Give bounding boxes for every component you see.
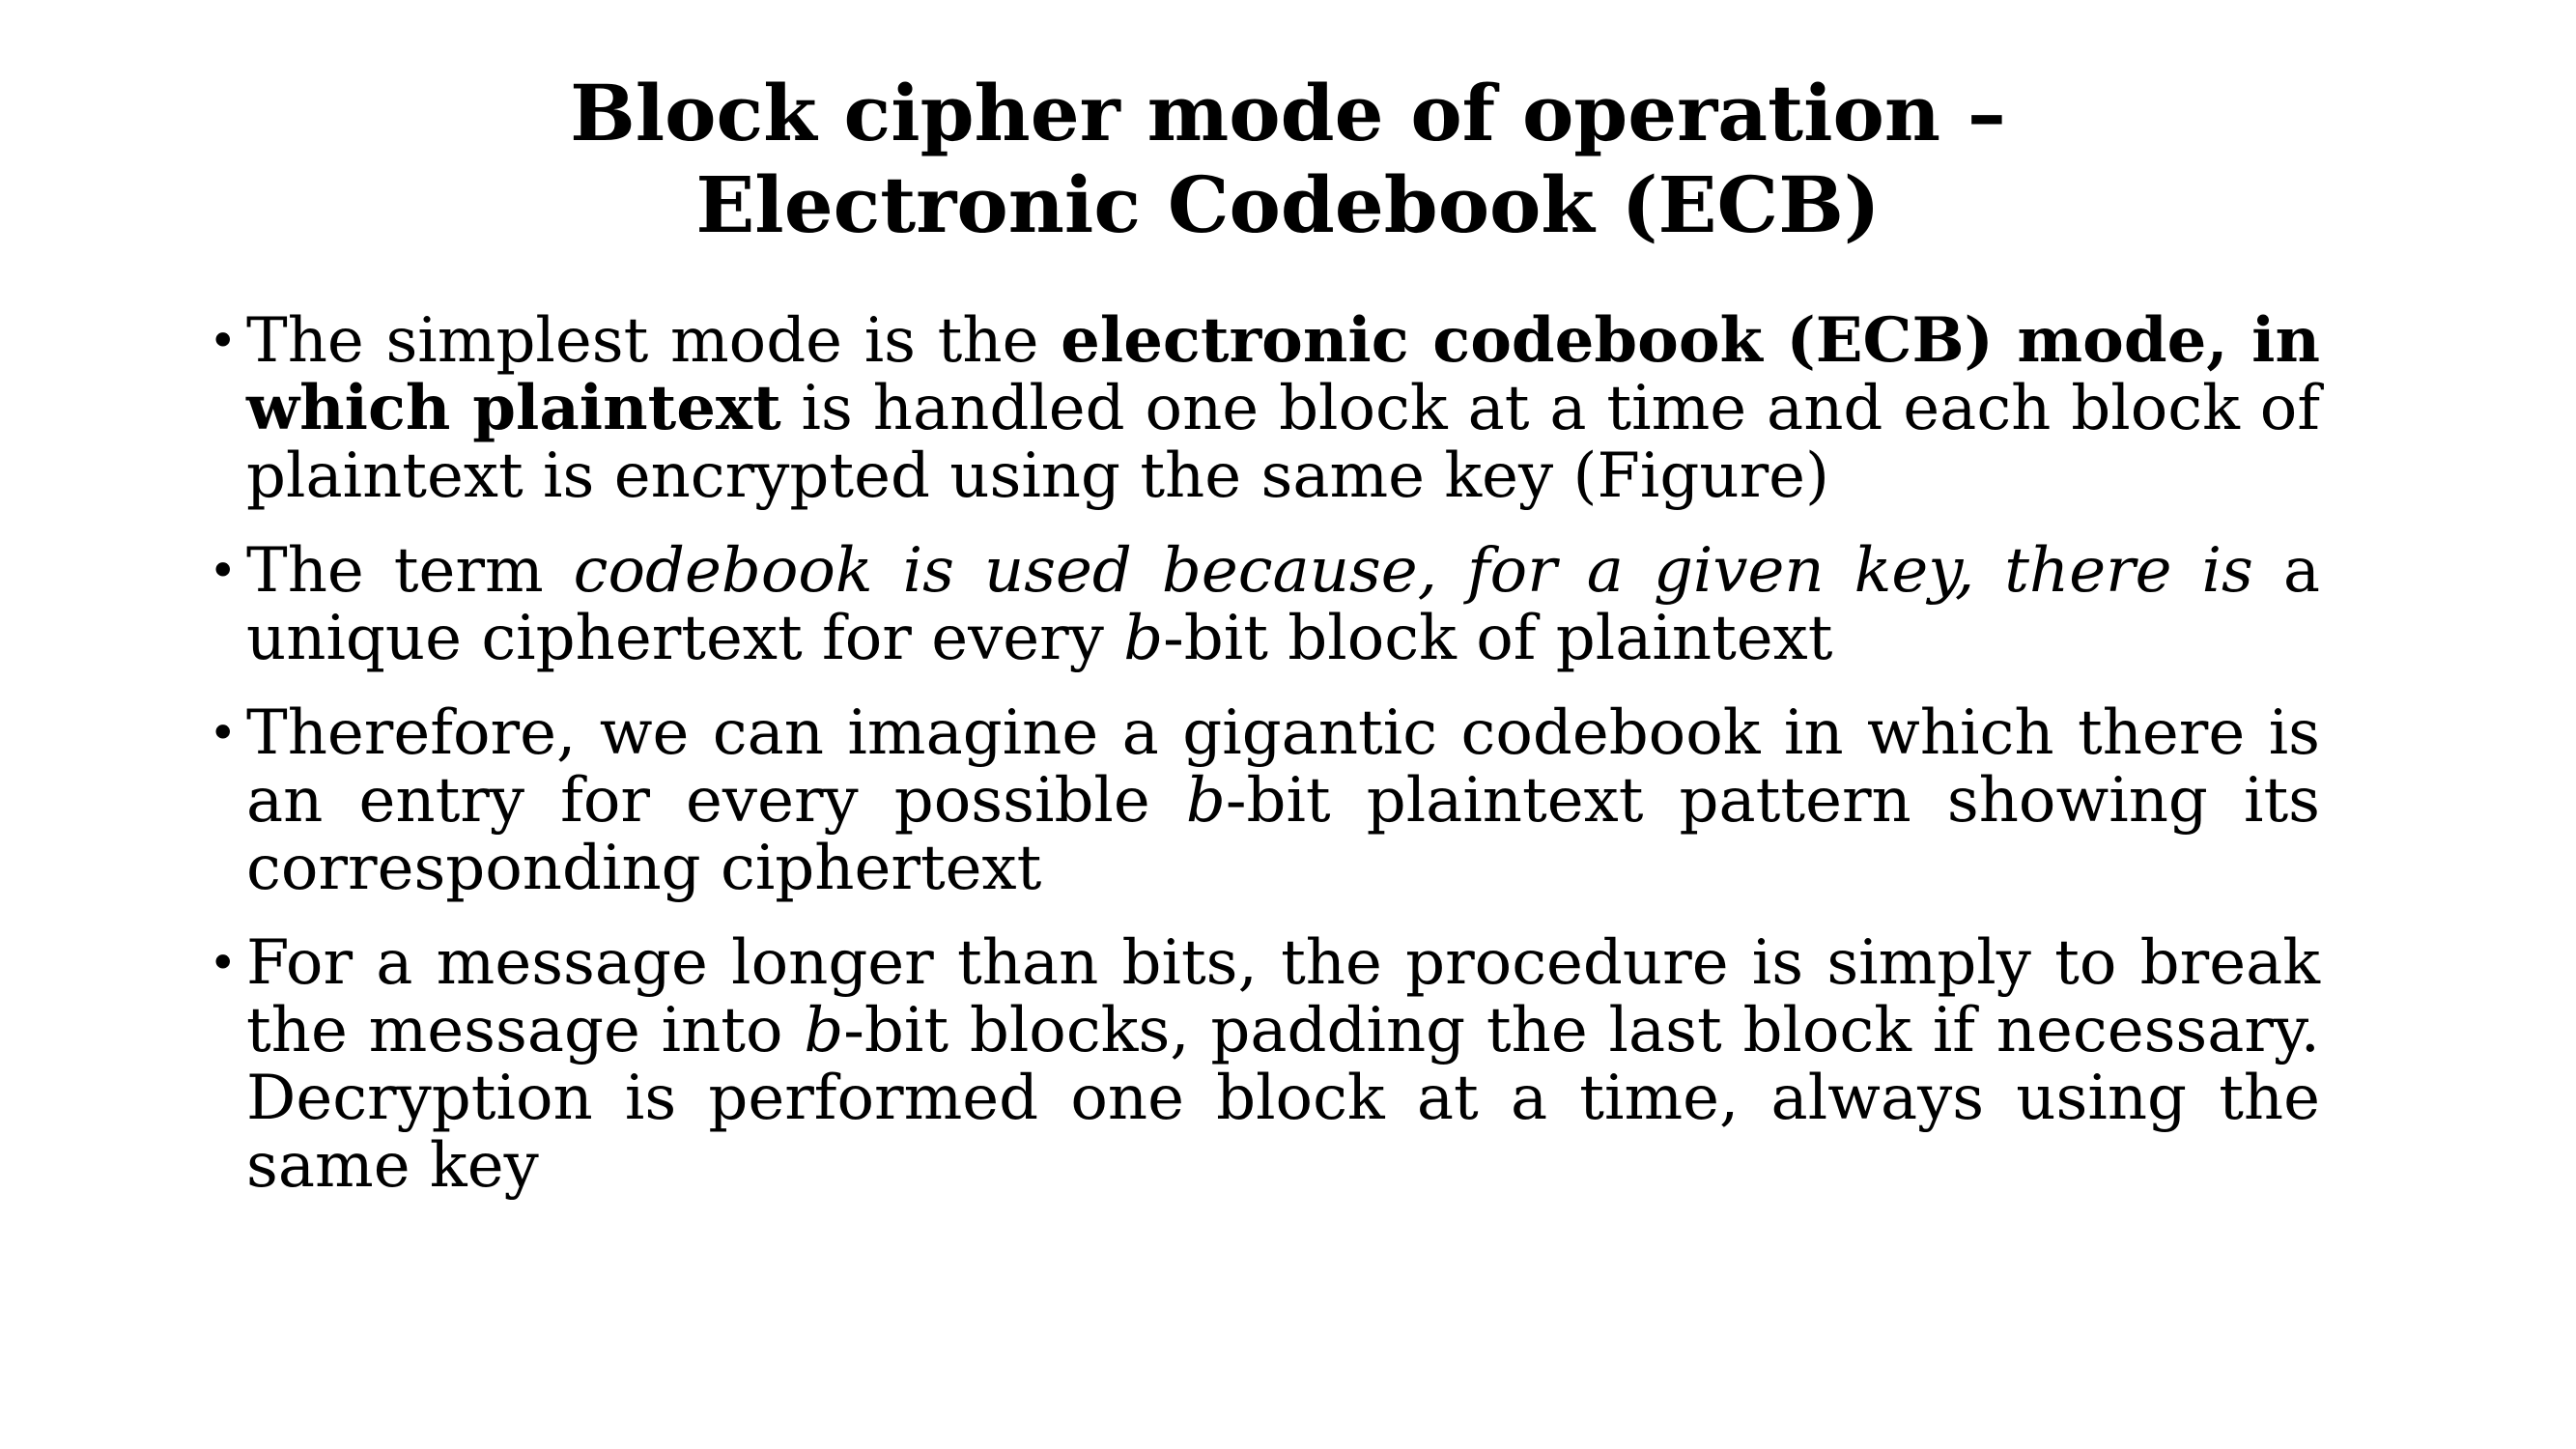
title-line-2: Electronic Codebook (ECB) bbox=[695, 159, 1881, 250]
bullet-4-text-1: For a message longer than bits, the procedure is simply to break the message into bbox=[246, 927, 2320, 1066]
bullet-4-italic-1: b bbox=[804, 995, 844, 1066]
bullet-2-text-2: a unique ciphertext for every bbox=[246, 535, 2321, 674]
bullet-icon: • bbox=[209, 705, 238, 761]
bullet-3-text-2: -bit plaintext pattern showing its corresponding ciphertext bbox=[246, 765, 2321, 904]
bullet-3-italic-1: b bbox=[1185, 765, 1226, 837]
bullet-3-text-1: Therefore, we can imagine a gigantic codebook in which there is an entry for every possible bbox=[246, 697, 2320, 837]
bullet-item-long-message bbox=[203, 929, 2320, 1200]
bullet-list bbox=[203, 304, 2321, 1227]
bullet-1-text-1: The simplest mode is the bbox=[246, 305, 1062, 377]
bullet-2-text-3: -bit block of plaintext bbox=[1163, 603, 1833, 674]
bullet-2-italic-1: codebook is used because, for a given key, there is bbox=[573, 535, 2253, 607]
slide-title bbox=[0, 68, 2576, 251]
bullet-icon: • bbox=[209, 543, 238, 599]
bullet-1-bold-1: electronic codebook (ECB) mode, in which plaintext bbox=[246, 304, 2321, 444]
bullet-2-italic-2: b bbox=[1123, 603, 1164, 674]
bullet-item-ecb-definition bbox=[203, 304, 2321, 512]
bullet-item-gigantic-codebook bbox=[203, 699, 2320, 902]
bullet-4-text-2: -bit blocks, padding the last block if necessary. Decryption is performed one block at a time, always using the same key bbox=[246, 995, 2321, 1202]
title-line-1: Block cipher mode of operation – bbox=[570, 68, 2006, 158]
bullet-1-text-2: is handled one block at a time and each block of plaintext is encrypted using the same key (Figure) bbox=[246, 373, 2321, 512]
bullet-icon: • bbox=[209, 935, 238, 991]
bullet-item-codebook-term bbox=[203, 537, 2320, 672]
bullet-icon: • bbox=[209, 313, 238, 369]
bullet-2-text-1: The term bbox=[246, 535, 574, 607]
